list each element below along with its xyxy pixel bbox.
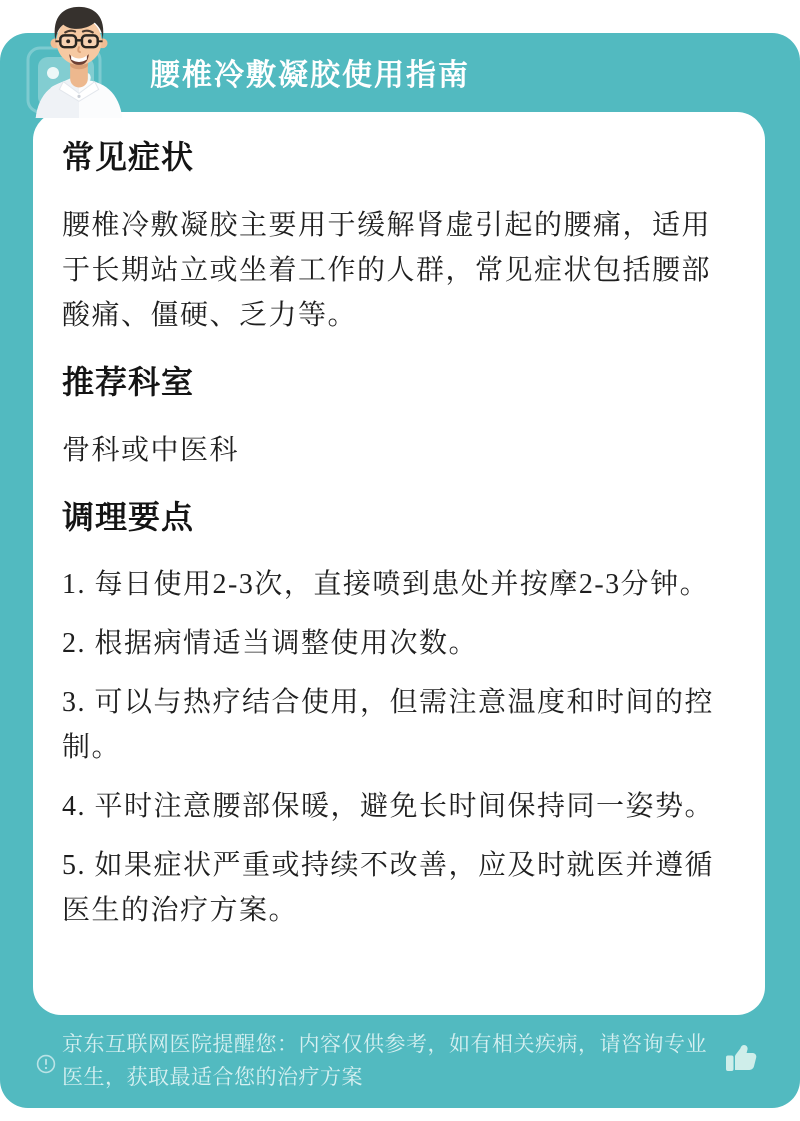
section-heading-symptoms: 常见症状 bbox=[62, 138, 195, 176]
section-heading-department: 推荐科室 bbox=[62, 363, 195, 401]
care-point-item-4: 4. 平时注意腰部保暖，避免长时间保持同一姿势。 bbox=[62, 791, 715, 822]
section-body-symptoms: 腰椎冷敷凝胶主要用于缓解肾虚引起的腰痛，适用于长期站立或坐着工作的人群，常见症状包括腰部酸痛、僵硬、乏力等。 bbox=[62, 208, 712, 331]
section-heading-care-points: 调理要点 bbox=[62, 498, 195, 536]
content-card bbox=[33, 112, 765, 1015]
footer-disclaimer-bar bbox=[0, 1020, 800, 1110]
care-point-item-3: 3. 可以与热疗结合使用，但需注意温度和时间的控制。 bbox=[62, 687, 715, 763]
info-circle-icon bbox=[36, 1054, 56, 1074]
doctor-avatar bbox=[20, 0, 138, 118]
care-point-item-1: 1. 每日使用2-3次，直接喷到患处并按摩2-3分钟。 bbox=[62, 569, 710, 600]
disclaimer-text: 京东互联网医院提醒您：内容仅供参考，如有相关疾病，请咨询专业医生，获取最适合您的治疗方案 bbox=[62, 1032, 707, 1089]
section-body-department: 骨科或中医科 bbox=[62, 433, 240, 466]
care-point-item-2: 2. 根据病情适当调整使用次数。 bbox=[62, 628, 479, 659]
page-title: 腰椎冷敷凝胶使用指南 bbox=[150, 58, 470, 93]
thumbs-up-icon[interactable] bbox=[722, 1040, 760, 1078]
care-point-item-5: 5. 如果症状严重或持续不改善，应及时就医并遵循医生的治疗方案。 bbox=[62, 850, 715, 926]
